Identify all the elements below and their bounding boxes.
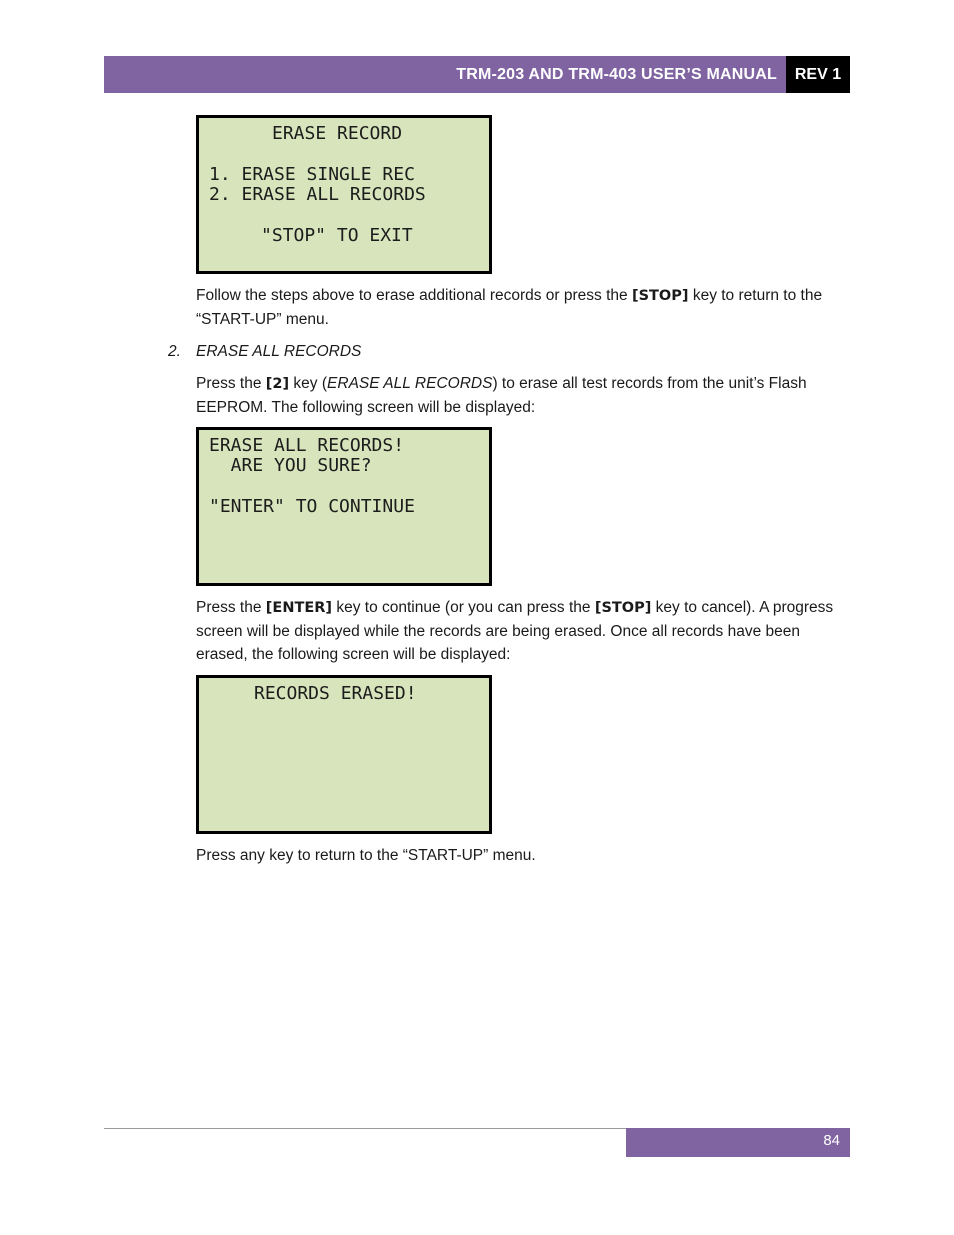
list-number: 2. — [168, 343, 181, 360]
lcd-screen-confirm — [196, 427, 492, 586]
lcd-line: ERASE ALL RECORDS! — [209, 435, 405, 456]
revision-badge: REV 1 — [786, 56, 850, 93]
paragraph-enter-continue — [196, 596, 846, 666]
paragraph-erase-all — [196, 372, 846, 419]
text: Press the — [196, 375, 266, 392]
paragraph-return: Press any key to return to the “START-UP” menu. — [196, 847, 536, 864]
footer-page-box — [626, 1128, 850, 1157]
lcd-line: "STOP" TO EXIT — [261, 225, 413, 246]
paragraph-erase-more — [196, 284, 846, 331]
italic-text: ERASE ALL RECORDS — [327, 375, 493, 392]
lcd-screen-records-erased — [196, 675, 492, 834]
text: key ( — [289, 375, 328, 392]
enter-key-label: [ENTER] — [265, 600, 333, 616]
lcd-line: "ENTER" TO CONTINUE — [209, 496, 415, 517]
list-item-title: ERASE ALL RECORDS — [196, 343, 362, 360]
lcd-line: 2. ERASE ALL RECORDS — [209, 184, 426, 205]
text: Press the — [196, 599, 266, 616]
page-number: 84 — [823, 1132, 840, 1149]
stop-key-label: [STOP] — [631, 288, 689, 304]
header-bar — [104, 56, 850, 93]
lcd-line: ARE YOU SURE? — [209, 455, 372, 476]
lcd-line: 1. ERASE SINGLE REC — [209, 164, 415, 185]
text: ) to erase all test records from the unit’s Flash EEPROM. The following screen will be displayed: — [196, 375, 807, 416]
text: key to return to the “START-UP” menu. — [196, 287, 823, 328]
key-2-label: [2] — [265, 376, 290, 392]
lcd-line: ERASE RECORD — [272, 123, 403, 144]
text: key to cancel). A progress screen will be displayed while the records are being erased. Once all records have been erased, the following screen will be displayed: — [196, 599, 834, 663]
text: key to continue (or you can press the — [332, 599, 595, 616]
lcd-screen-erase-record — [196, 115, 492, 274]
lcd-line: RECORDS ERASED! — [254, 683, 417, 704]
text: Follow the steps above to erase additional records or press the — [196, 287, 632, 304]
manual-title: TRM-203 AND TRM-403 USER’S MANUAL — [456, 66, 777, 83]
stop-key-label: [STOP] — [594, 600, 652, 616]
